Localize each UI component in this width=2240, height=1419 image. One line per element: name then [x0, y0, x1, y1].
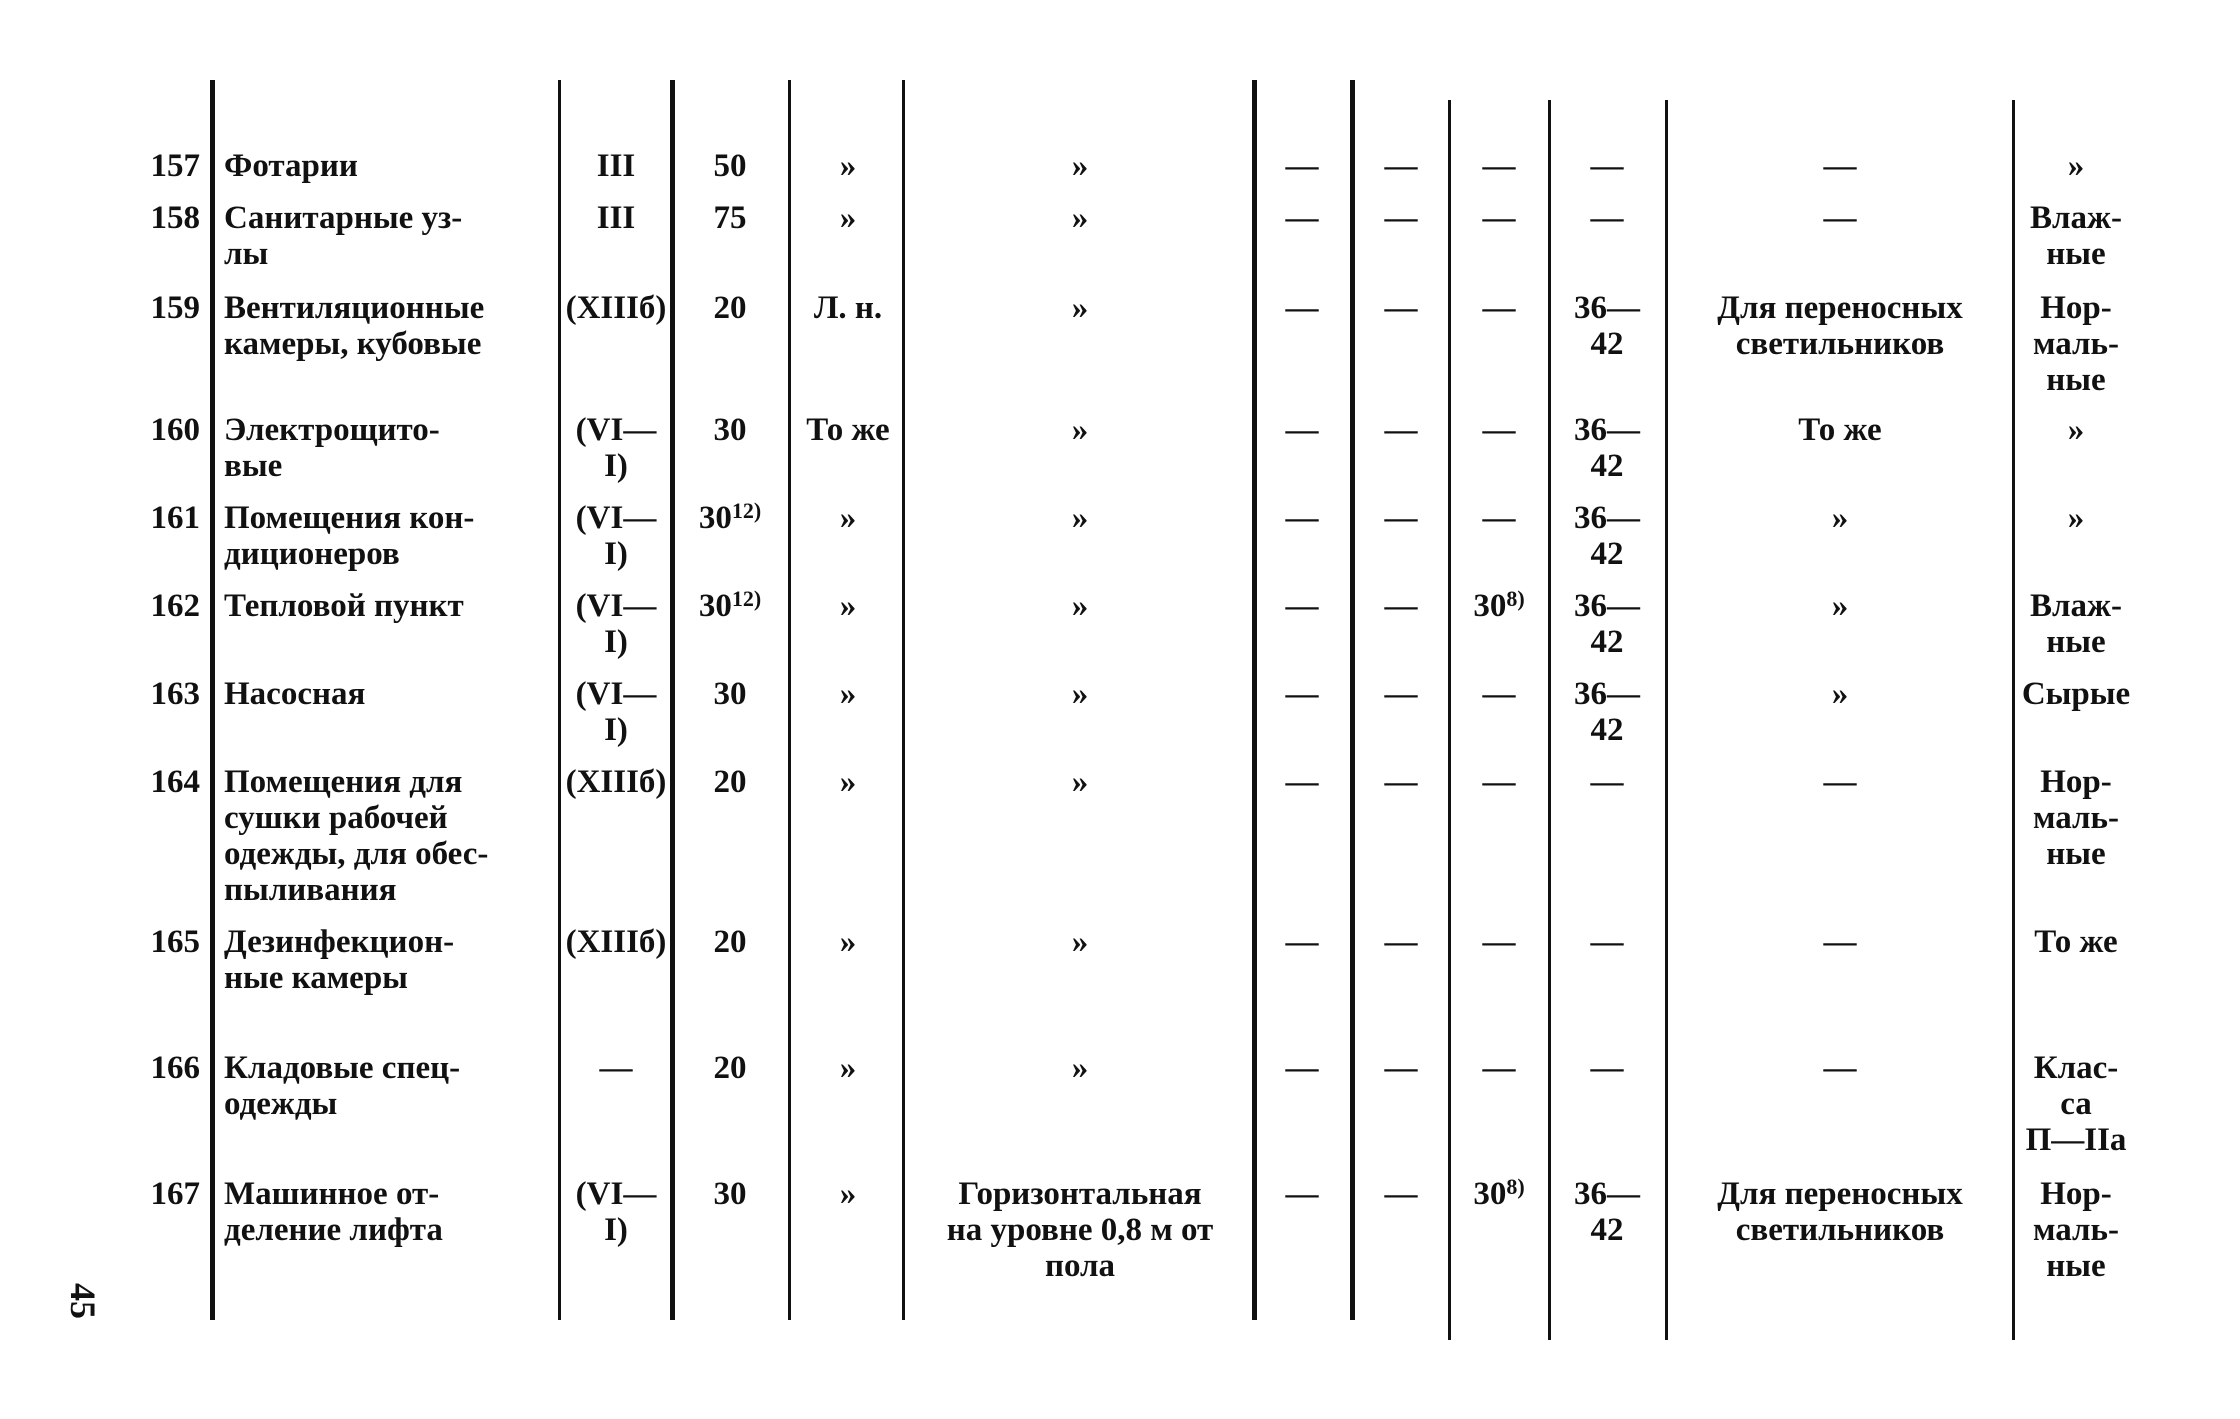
cell-text: »	[839, 764, 857, 800]
cell-env	[2016, 200, 2136, 272]
cell-text: (VI— I)	[575, 500, 657, 572]
cell-text: 164	[150, 764, 200, 800]
cell-c6	[1256, 148, 1348, 184]
cell-text: 166	[150, 1050, 200, 1086]
cell-src	[796, 676, 900, 712]
cell-text: 30	[698, 588, 732, 624]
cell-text: 36— 42	[1574, 676, 1640, 748]
footnote-mark: 8)	[1506, 1174, 1525, 1199]
cell-c8	[1452, 200, 1546, 236]
cell-cls	[562, 500, 670, 572]
cell-text: —	[1590, 924, 1624, 960]
cell-text: »	[1071, 1050, 1089, 1086]
cell-lux	[680, 290, 780, 326]
cell-lux	[680, 200, 780, 236]
cell-text: —	[1285, 764, 1319, 800]
cell-c6	[1256, 200, 1348, 236]
cell-text: »	[839, 200, 857, 236]
cell-text: »	[1071, 764, 1089, 800]
cell-c7	[1356, 1050, 1446, 1086]
cell-c7	[1356, 412, 1446, 448]
cell-text: 30	[713, 676, 747, 712]
cell-text: То же	[1798, 412, 1882, 448]
rule-9	[1548, 100, 1551, 1340]
cell-text: —	[1285, 924, 1319, 960]
cell-c6	[1256, 588, 1348, 624]
cell-c7	[1356, 588, 1446, 624]
cell-num	[110, 412, 200, 448]
cell-c6	[1256, 676, 1348, 712]
cell-text: —	[599, 1050, 633, 1086]
cell-text: Тепловой пункт	[224, 588, 464, 624]
rule-3	[670, 80, 675, 1320]
cell-num	[110, 764, 200, 800]
cell-name	[224, 148, 544, 184]
cell-text: —	[1384, 290, 1418, 326]
cell-cls	[562, 1176, 670, 1248]
cell-plane	[910, 500, 1250, 536]
cell-text: Нор- маль- ные	[2033, 1176, 2119, 1284]
cell-text: —	[1482, 676, 1516, 712]
cell-text: »	[2067, 500, 2085, 536]
cell-c7	[1356, 200, 1446, 236]
cell-text: —	[1482, 924, 1516, 960]
cell-text: Сырые	[2021, 676, 2131, 712]
cell-c9	[1552, 148, 1662, 184]
cell-num	[110, 676, 200, 712]
cell-plane	[910, 412, 1250, 448]
cell-c9	[1552, 1050, 1662, 1086]
cell-name	[224, 676, 544, 712]
cell-c6	[1256, 290, 1348, 326]
cell-text: 163	[150, 676, 200, 712]
cell-text: —	[1590, 200, 1624, 236]
cell-plane	[910, 764, 1250, 800]
cell-c9	[1552, 764, 1662, 800]
cell-lux	[680, 412, 780, 448]
cell-env	[2016, 588, 2136, 660]
cell-plane	[910, 588, 1250, 624]
cell-text: »	[1071, 588, 1089, 624]
cell-num	[110, 1050, 200, 1086]
cell-env	[2016, 148, 2136, 184]
cell-text: —	[1482, 290, 1516, 326]
cell-name	[224, 764, 544, 908]
cell-text: »	[1071, 500, 1089, 536]
cell-text: 157	[150, 148, 200, 184]
cell-num	[110, 148, 200, 184]
cell-src	[796, 1176, 900, 1212]
cell-text: —	[1823, 200, 1857, 236]
cell-src	[796, 1050, 900, 1086]
cell-text: (VI— I)	[575, 1176, 657, 1248]
cell-text: То же	[2034, 924, 2118, 960]
cell-plane	[910, 148, 1250, 184]
cell-c6	[1256, 764, 1348, 800]
cell-text: Влаж- ные	[2030, 200, 2122, 272]
cell-text: (VI— I)	[575, 588, 657, 660]
cell-text: »	[1071, 148, 1089, 184]
cell-name	[224, 200, 544, 272]
cell-cls	[562, 764, 670, 800]
cell-plane	[910, 1176, 1250, 1284]
cell-text: —	[1285, 1176, 1319, 1212]
cell-text: »	[839, 500, 857, 536]
cell-lux	[680, 764, 780, 800]
cell-text: Влаж- ные	[2030, 588, 2122, 660]
cell-text: —	[1384, 676, 1418, 712]
footnote-mark: 12)	[731, 586, 762, 611]
cell-text: —	[1823, 148, 1857, 184]
cell-text: »	[839, 1176, 857, 1212]
cell-text: —	[1285, 676, 1319, 712]
cell-text: Для переносных светильников	[1717, 290, 1963, 362]
cell-src	[796, 200, 900, 236]
cell-env	[2016, 1176, 2136, 1284]
cell-note	[1670, 290, 2010, 362]
cell-c8	[1452, 1050, 1546, 1086]
cell-text: —	[1384, 924, 1418, 960]
cell-text: (VI— I)	[575, 676, 657, 748]
cell-text: —	[1482, 500, 1516, 536]
cell-c7	[1356, 924, 1446, 960]
cell-c8	[1452, 412, 1546, 448]
cell-plane	[910, 676, 1250, 712]
cell-text: (XIIIб)	[565, 924, 667, 960]
cell-env	[2016, 924, 2136, 960]
cell-src	[796, 588, 900, 624]
cell-cls	[562, 924, 670, 960]
cell-text: »	[1831, 500, 1849, 536]
cell-text: 158	[150, 200, 200, 236]
cell-text: 36— 42	[1574, 290, 1640, 362]
cell-text: »	[1071, 290, 1089, 326]
cell-text: Электрощито- вые	[224, 412, 440, 484]
cell-lux	[680, 924, 780, 960]
cell-text: Вентиляционные камеры, кубовые	[224, 290, 485, 362]
cell-src	[796, 412, 900, 448]
cell-cls	[562, 588, 670, 660]
cell-text: 30	[1473, 588, 1507, 624]
cell-text: 36— 42	[1574, 412, 1640, 484]
cell-c8	[1452, 500, 1546, 536]
cell-env	[2016, 500, 2136, 536]
cell-text: —	[1285, 412, 1319, 448]
cell-env	[2016, 676, 2136, 712]
cell-c9	[1552, 290, 1662, 362]
cell-name	[224, 1050, 544, 1122]
cell-plane	[910, 290, 1250, 326]
cell-text: —	[1823, 1050, 1857, 1086]
cell-text: —	[1384, 412, 1418, 448]
footnote-mark: 8)	[1506, 586, 1525, 611]
cell-text: —	[1285, 588, 1319, 624]
page-number: 45	[63, 1283, 103, 1319]
cell-src	[796, 764, 900, 800]
cell-text: Фотарии	[224, 148, 358, 184]
cell-text: »	[839, 924, 857, 960]
cell-text: 50	[713, 148, 747, 184]
cell-note	[1670, 500, 2010, 536]
cell-text: 30	[713, 1176, 747, 1212]
cell-num	[110, 200, 200, 236]
cell-src	[796, 924, 900, 960]
cell-src	[796, 148, 900, 184]
cell-text: —	[1285, 290, 1319, 326]
cell-text: Помещения кон- диционеров	[224, 500, 475, 572]
cell-text: —	[1482, 764, 1516, 800]
cell-text: »	[1071, 676, 1089, 712]
cell-note	[1670, 148, 2010, 184]
cell-note	[1670, 1176, 2010, 1248]
cell-lux	[680, 588, 780, 624]
cell-lux	[680, 148, 780, 184]
cell-text: —	[1384, 1176, 1418, 1212]
cell-text: —	[1482, 148, 1516, 184]
cell-text: »	[1831, 676, 1849, 712]
cell-text: —	[1384, 588, 1418, 624]
cell-text: —	[1285, 1050, 1319, 1086]
cell-text: 160	[150, 412, 200, 448]
cell-text: Насосная	[224, 676, 366, 712]
cell-c7	[1356, 500, 1446, 536]
cell-text: —	[1384, 200, 1418, 236]
cell-lux	[680, 1050, 780, 1086]
cell-text: 20	[713, 924, 747, 960]
cell-c8	[1452, 676, 1546, 712]
cell-text: —	[1590, 148, 1624, 184]
cell-lux	[680, 676, 780, 712]
cell-text: 36— 42	[1574, 500, 1640, 572]
cell-c9	[1552, 412, 1662, 484]
cell-text: 165	[150, 924, 200, 960]
cell-cls	[562, 200, 670, 236]
cell-text: —	[1384, 1050, 1418, 1086]
cell-text: »	[1071, 924, 1089, 960]
cell-c8	[1452, 290, 1546, 326]
cell-text: 36— 42	[1574, 1176, 1640, 1248]
cell-name	[224, 412, 544, 484]
cell-c9	[1552, 588, 1662, 660]
cell-text: »	[1071, 412, 1089, 448]
cell-text: —	[1482, 412, 1516, 448]
cell-text: »	[2067, 148, 2085, 184]
cell-note	[1670, 412, 2010, 448]
cell-note	[1670, 676, 2010, 712]
cell-c7	[1356, 676, 1446, 712]
cell-cls	[562, 1050, 670, 1086]
cell-text: (VI— I)	[575, 412, 657, 484]
cell-c9	[1552, 676, 1662, 748]
rule-11	[2012, 100, 2015, 1340]
footnote-mark: 12)	[731, 498, 762, 523]
cell-c6	[1256, 924, 1348, 960]
cell-note	[1670, 764, 2010, 800]
cell-c6	[1256, 1176, 1348, 1212]
rule-2	[558, 80, 561, 1320]
cell-name	[224, 1176, 544, 1248]
rule-7	[1350, 80, 1355, 1320]
cell-c8	[1452, 924, 1546, 960]
cell-c7	[1356, 290, 1446, 326]
cell-text: —	[1384, 500, 1418, 536]
cell-text: Нор- маль- ные	[2033, 764, 2119, 872]
cell-text: 20	[713, 764, 747, 800]
cell-c9	[1552, 924, 1662, 960]
cell-note	[1670, 924, 2010, 960]
cell-env	[2016, 412, 2136, 448]
cell-text: —	[1285, 200, 1319, 236]
cell-text: 167	[150, 1176, 200, 1212]
cell-text: —	[1823, 924, 1857, 960]
cell-text: —	[1482, 1050, 1516, 1086]
cell-text: (XIIIб)	[565, 764, 667, 800]
cell-c9	[1552, 500, 1662, 572]
cell-cls	[562, 412, 670, 484]
cell-c7	[1356, 764, 1446, 800]
cell-c8	[1452, 148, 1546, 184]
cell-c8	[1452, 764, 1546, 800]
cell-text: »	[839, 588, 857, 624]
cell-text: Горизонтальная на уровне 0,8 м от пола	[946, 1176, 1214, 1284]
cell-text: »	[839, 1050, 857, 1086]
rule-5	[902, 80, 905, 1320]
cell-plane	[910, 924, 1250, 960]
cell-plane	[910, 200, 1250, 236]
cell-text: 20	[713, 1050, 747, 1086]
rule-8	[1448, 100, 1451, 1340]
cell-text: »	[839, 676, 857, 712]
cell-text: —	[1590, 1050, 1624, 1086]
cell-c9	[1552, 1176, 1662, 1248]
cell-env	[2016, 764, 2136, 872]
cell-text: Машинное от- деление лифта	[224, 1176, 443, 1248]
cell-num	[110, 588, 200, 624]
cell-text: »	[1831, 588, 1849, 624]
cell-plane	[910, 1050, 1250, 1086]
cell-c6	[1256, 500, 1348, 536]
rule-4	[788, 80, 791, 1320]
cell-note	[1670, 1050, 2010, 1086]
cell-name	[224, 500, 544, 572]
cell-cls	[562, 290, 670, 326]
cell-note	[1670, 200, 2010, 236]
cell-name	[224, 588, 544, 624]
cell-text: Дезинфекцион- ные камеры	[224, 924, 455, 996]
cell-text: »	[1071, 200, 1089, 236]
cell-text: 75	[713, 200, 747, 236]
cell-cls	[562, 148, 670, 184]
cell-env	[2016, 1050, 2136, 1158]
cell-text: —	[1384, 148, 1418, 184]
cell-src	[796, 500, 900, 536]
cell-note	[1670, 588, 2010, 624]
cell-text: —	[1285, 500, 1319, 536]
cell-text: Для переносных светильников	[1717, 1176, 1963, 1248]
cell-text: —	[1384, 764, 1418, 800]
cell-text: —	[1823, 764, 1857, 800]
cell-text: Санитарные уз- лы	[224, 200, 463, 272]
cell-name	[224, 290, 544, 362]
cell-c7	[1356, 1176, 1446, 1212]
cell-text: 30	[1473, 1176, 1507, 1212]
cell-lux	[680, 1176, 780, 1212]
cell-num	[110, 924, 200, 960]
cell-text: III	[596, 148, 636, 184]
cell-text: Помещения для сушки рабочей одежды, для обес- пыливания	[224, 764, 489, 908]
cell-num	[110, 1176, 200, 1212]
cell-text: Л. н.	[813, 290, 883, 326]
cell-text: 161	[150, 500, 200, 536]
cell-text: 30	[698, 500, 732, 536]
cell-text: Клас- са П—IIа	[2025, 1050, 2127, 1158]
cell-text: 20	[713, 290, 747, 326]
cell-c8	[1452, 1176, 1546, 1212]
cell-text: 162	[150, 588, 200, 624]
cell-c6	[1256, 412, 1348, 448]
cell-num	[110, 290, 200, 326]
cell-src	[796, 290, 900, 326]
cell-c8	[1452, 588, 1546, 624]
cell-c9	[1552, 200, 1662, 236]
rule-10	[1665, 100, 1668, 1340]
cell-text: Кладовые спец- одежды	[224, 1050, 461, 1122]
cell-cls	[562, 676, 670, 748]
rule-1	[210, 80, 215, 1320]
cell-text: —	[1285, 148, 1319, 184]
cell-c6	[1256, 1050, 1348, 1086]
cell-text: »	[2067, 412, 2085, 448]
cell-text: —	[1482, 200, 1516, 236]
cell-lux	[680, 500, 780, 536]
cell-text: 30	[713, 412, 747, 448]
cell-text: III	[596, 200, 636, 236]
cell-text: 36— 42	[1574, 588, 1640, 660]
cell-text: 159	[150, 290, 200, 326]
cell-c7	[1356, 148, 1446, 184]
cell-num	[110, 500, 200, 536]
cell-env	[2016, 290, 2136, 398]
cell-text: То же	[806, 412, 890, 448]
cell-name	[224, 924, 544, 996]
cell-text: —	[1590, 764, 1624, 800]
cell-text: »	[839, 148, 857, 184]
cell-text: (XIIIб)	[565, 290, 667, 326]
cell-text: Нор- маль- ные	[2033, 290, 2119, 398]
